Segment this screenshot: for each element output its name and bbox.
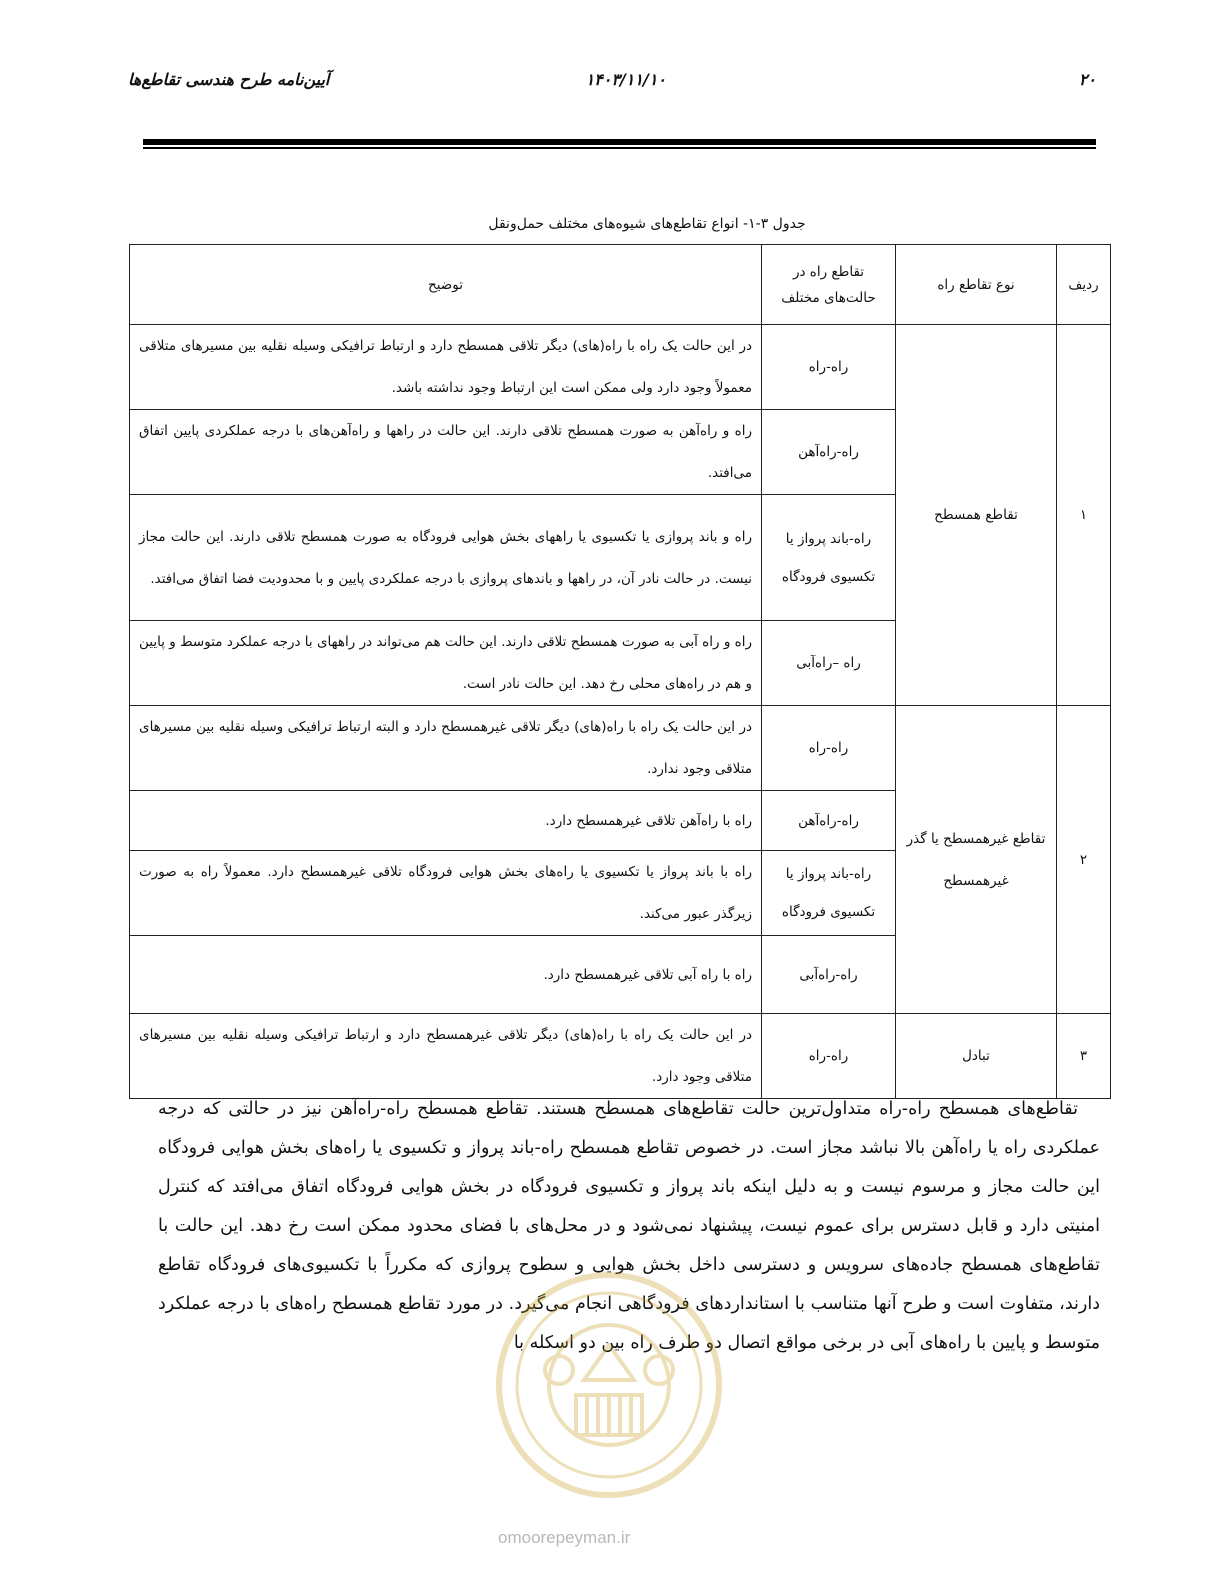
- description-cell: راه و راه آبی به صورت همسطح تلاقی دارند. این حالت هم می‌تواند در راههای با درجه عملکرد متوسط و پایین و هم در راه‌های محلی رخ دهد. این حالت نادر است.: [130, 621, 762, 706]
- description-cell: راه و باند پروازی یا تکسیوی یا راههای بخش هوایی فرودگاه به صورت همسطح تلاقی دارند. این حالت مجاز نیست. در حالت نادر آن، در راهها و باندهای پروازی با درجه عملکردی پایین و با محدودیت فضا اتفاق می‌افتد.: [130, 495, 762, 621]
- row-number: ۱: [1057, 325, 1111, 706]
- row-number: ۳: [1057, 1014, 1111, 1099]
- body-paragraph: تقاطع‌های همسطح راه-راه متداول‌ترین حالت تقاطع‌های همسطح هستند. تقاطع همسطح راه-راه‌آهن نیز در حالتی که درجه عملکردی راه یا راه‌آهن بالا نباشد مجاز است. در خصوص تقاطع همسطح راه-باند پرواز و تکسیوی یا راه‌های بخش هوایی فرودگاه این حالت مجاز و مرسوم نیست و به دلیل اینکه باند پرواز و تکسیوی فرودگاه در بخش هوایی فرودگاه اتفاق می‌افتد که کنترل امنیتی دارد و قابل دسترس برای عموم نیست، پیشنهاد نمی‌شود و در محل‌های با فضای محدود ممکن است رخ دهد. این حالت با تقاطع‌های همسطح جاده‌های سرویس و دسترسی داخل بخش هوایی و سطوح پروازی که مکرراً با تکسیوی‌های فرودگاه تقاطع دارند، متفاوت است و طرح آنها متناسب با استانداردهای فرودگاهی انجام می‌گیرد. در مورد تقاطع همسطح راه‌های با درجه عملکرد متوسط و پایین با راه‌های آبی در برخی مواقع اتصال دو طرف راه بین دو اسکله با: [158, 1099, 1100, 1353]
- description-cell: راه با راه‌آهن تلاقی غیرهمسطح دارد.: [130, 791, 762, 851]
- watermark-url: omoorepeyman.ir: [498, 1528, 631, 1547]
- intersection-type: تقاطع همسطح: [896, 325, 1057, 706]
- mode-cell: راه-راه: [762, 706, 896, 791]
- intersection-type: تبادل: [896, 1014, 1057, 1099]
- mode-cell: راه-راه: [762, 325, 896, 410]
- description-cell: در این حالت یک راه با راه(های) دیگر تلاقی غیرهمسطح دارد و البته ارتباط ترافیکی وسیله نقلیه بین مسیرهای متلاقی وجود ندارد.: [130, 706, 762, 791]
- mode-cell: راه-راه‌آبی: [762, 936, 896, 1014]
- intersection-type: تقاطع غیرهمسطح یا گذر غیرهمسطح: [896, 706, 1057, 1014]
- table-row: [130, 1014, 1111, 1099]
- header-mode-line2: حالت‌های مختلف: [781, 289, 876, 306]
- document-title: آیین‌نامه طرح هندسی تقاطع‌ها: [128, 70, 330, 89]
- intersection-types-table: [129, 244, 1111, 1099]
- mode-cell: راه-باند پرواز یا تکسیوی فرودگاه: [762, 851, 896, 936]
- mode-cell: راه-راه: [762, 1014, 896, 1099]
- table-caption: جدول ۳-۱- انواع تقاطع‌های شیوه‌های مختلف حمل‌ونقل: [488, 216, 806, 232]
- description-cell: راه با راه آبی تلاقی غیرهمسطح دارد.: [130, 936, 762, 1014]
- description-cell: در این حالت یک راه با راه(های) دیگر تلاقی همسطح دارد و ارتباط ترافیکی وسیله نقلیه بین مسیرهای متلاقی معمولاً وجود دارد ولی ممکن است این ارتباط وجود نداشته باشد.: [130, 325, 762, 410]
- description-cell: راه با باند پرواز یا تکسیوی یا راه‌های بخش هوایی فرودگاه تلاقی غیرهمسطح دارد. معمولاً راه به صورت زیرگذر عبور می‌کند.: [130, 851, 762, 936]
- page-number: ۲۰: [1078, 70, 1096, 89]
- table-header-row: [130, 245, 1111, 325]
- header-rule-thin: [143, 147, 1096, 149]
- document-date: ۱۴۰۳/۱۱/۱۰: [585, 70, 666, 89]
- header-mode-line1: تقاطع راه در: [792, 263, 865, 280]
- mode-cell: راه –راه‌آبی: [762, 621, 896, 706]
- mode-cell: راه-راه‌آهن: [762, 410, 896, 495]
- header-mode: [762, 245, 896, 325]
- header-description: توضیح: [130, 245, 762, 325]
- row-number: ۲: [1057, 706, 1111, 1014]
- page-header: [128, 70, 1096, 106]
- table-row: [130, 706, 1111, 791]
- description-cell: در این حالت یک راه با راه(های) دیگر تلاقی غیرهمسطح دارد و ارتباط ترافیکی وسیله نقلیه بین مسیرهای متلاقی وجود دارد.: [130, 1014, 762, 1099]
- table-row: [130, 325, 1111, 410]
- header-row-number: ردیف: [1057, 245, 1111, 325]
- description-cell: راه و راه‌آهن به صورت همسطح تلاقی دارند. این حالت در راهها و راه‌آهن‌های با درجه عملکردی پایین اتفاق می‌افتد.: [130, 410, 762, 495]
- mode-cell: راه-باند پرواز یا تکسیوی فرودگاه: [762, 495, 896, 621]
- mode-cell: راه-راه‌آهن: [762, 791, 896, 851]
- header-rule-thick: [143, 139, 1096, 145]
- header-intersection-type: نوع تقاطع راه: [896, 245, 1057, 325]
